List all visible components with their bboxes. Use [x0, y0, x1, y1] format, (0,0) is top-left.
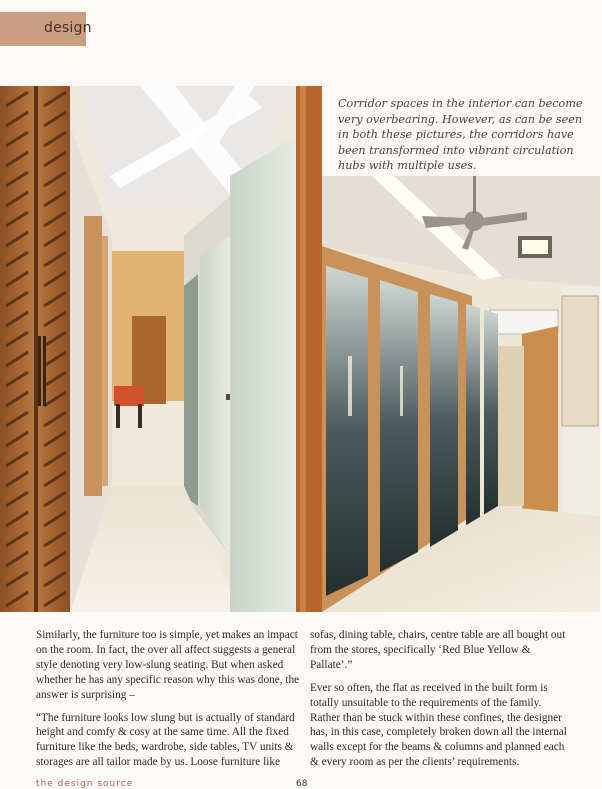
body-paragraph: Similarly, the furniture too is simple, yet makes an impact on the room. In fact, the over all affect suggests a general style denoting very low-slung seating. But when asked whether he has any specific reason why this was done, the answer is surprising –	[36, 629, 300, 701]
body-paragraph: “The furniture looks low slung but is actually of standard height and comfy & cosy at the same time. All the fixed furniture like the beds, wardrobe, side tables, TV units & storages are all tailor made by us. Loose furniture like	[36, 711, 295, 769]
body-column-left	[36, 628, 300, 778]
body-paragraph: sofas, dining table, chairs, centre table are all bought out from the stores, specifically ‘Red Blue Yellow & Pallate’.”	[310, 629, 566, 671]
corridor-photo-right	[322, 176, 600, 612]
photo-caption: Corridor spaces in the interior can become very overbearing. However, as can be seen in both these pictures, the corridors have been transformed into vibrant circulation hubs with multiple uses.	[338, 97, 583, 172]
body-paragraph: Ever so often, the flat as received in the built form is totally unsuitable to the requirements of the family. Rather than be stuck within these confines, the designer has, in this case, completely broken down all the internal walls except for the beams & columns and planned each & every room as per the clients’ requirements.	[310, 681, 567, 769]
section-label: design	[44, 20, 92, 36]
publication-name: the design source	[36, 779, 134, 789]
section-tab	[0, 12, 92, 46]
corridor-photo-left	[0, 86, 322, 612]
page-number: 68	[296, 779, 308, 789]
body-column-right	[310, 628, 574, 778]
